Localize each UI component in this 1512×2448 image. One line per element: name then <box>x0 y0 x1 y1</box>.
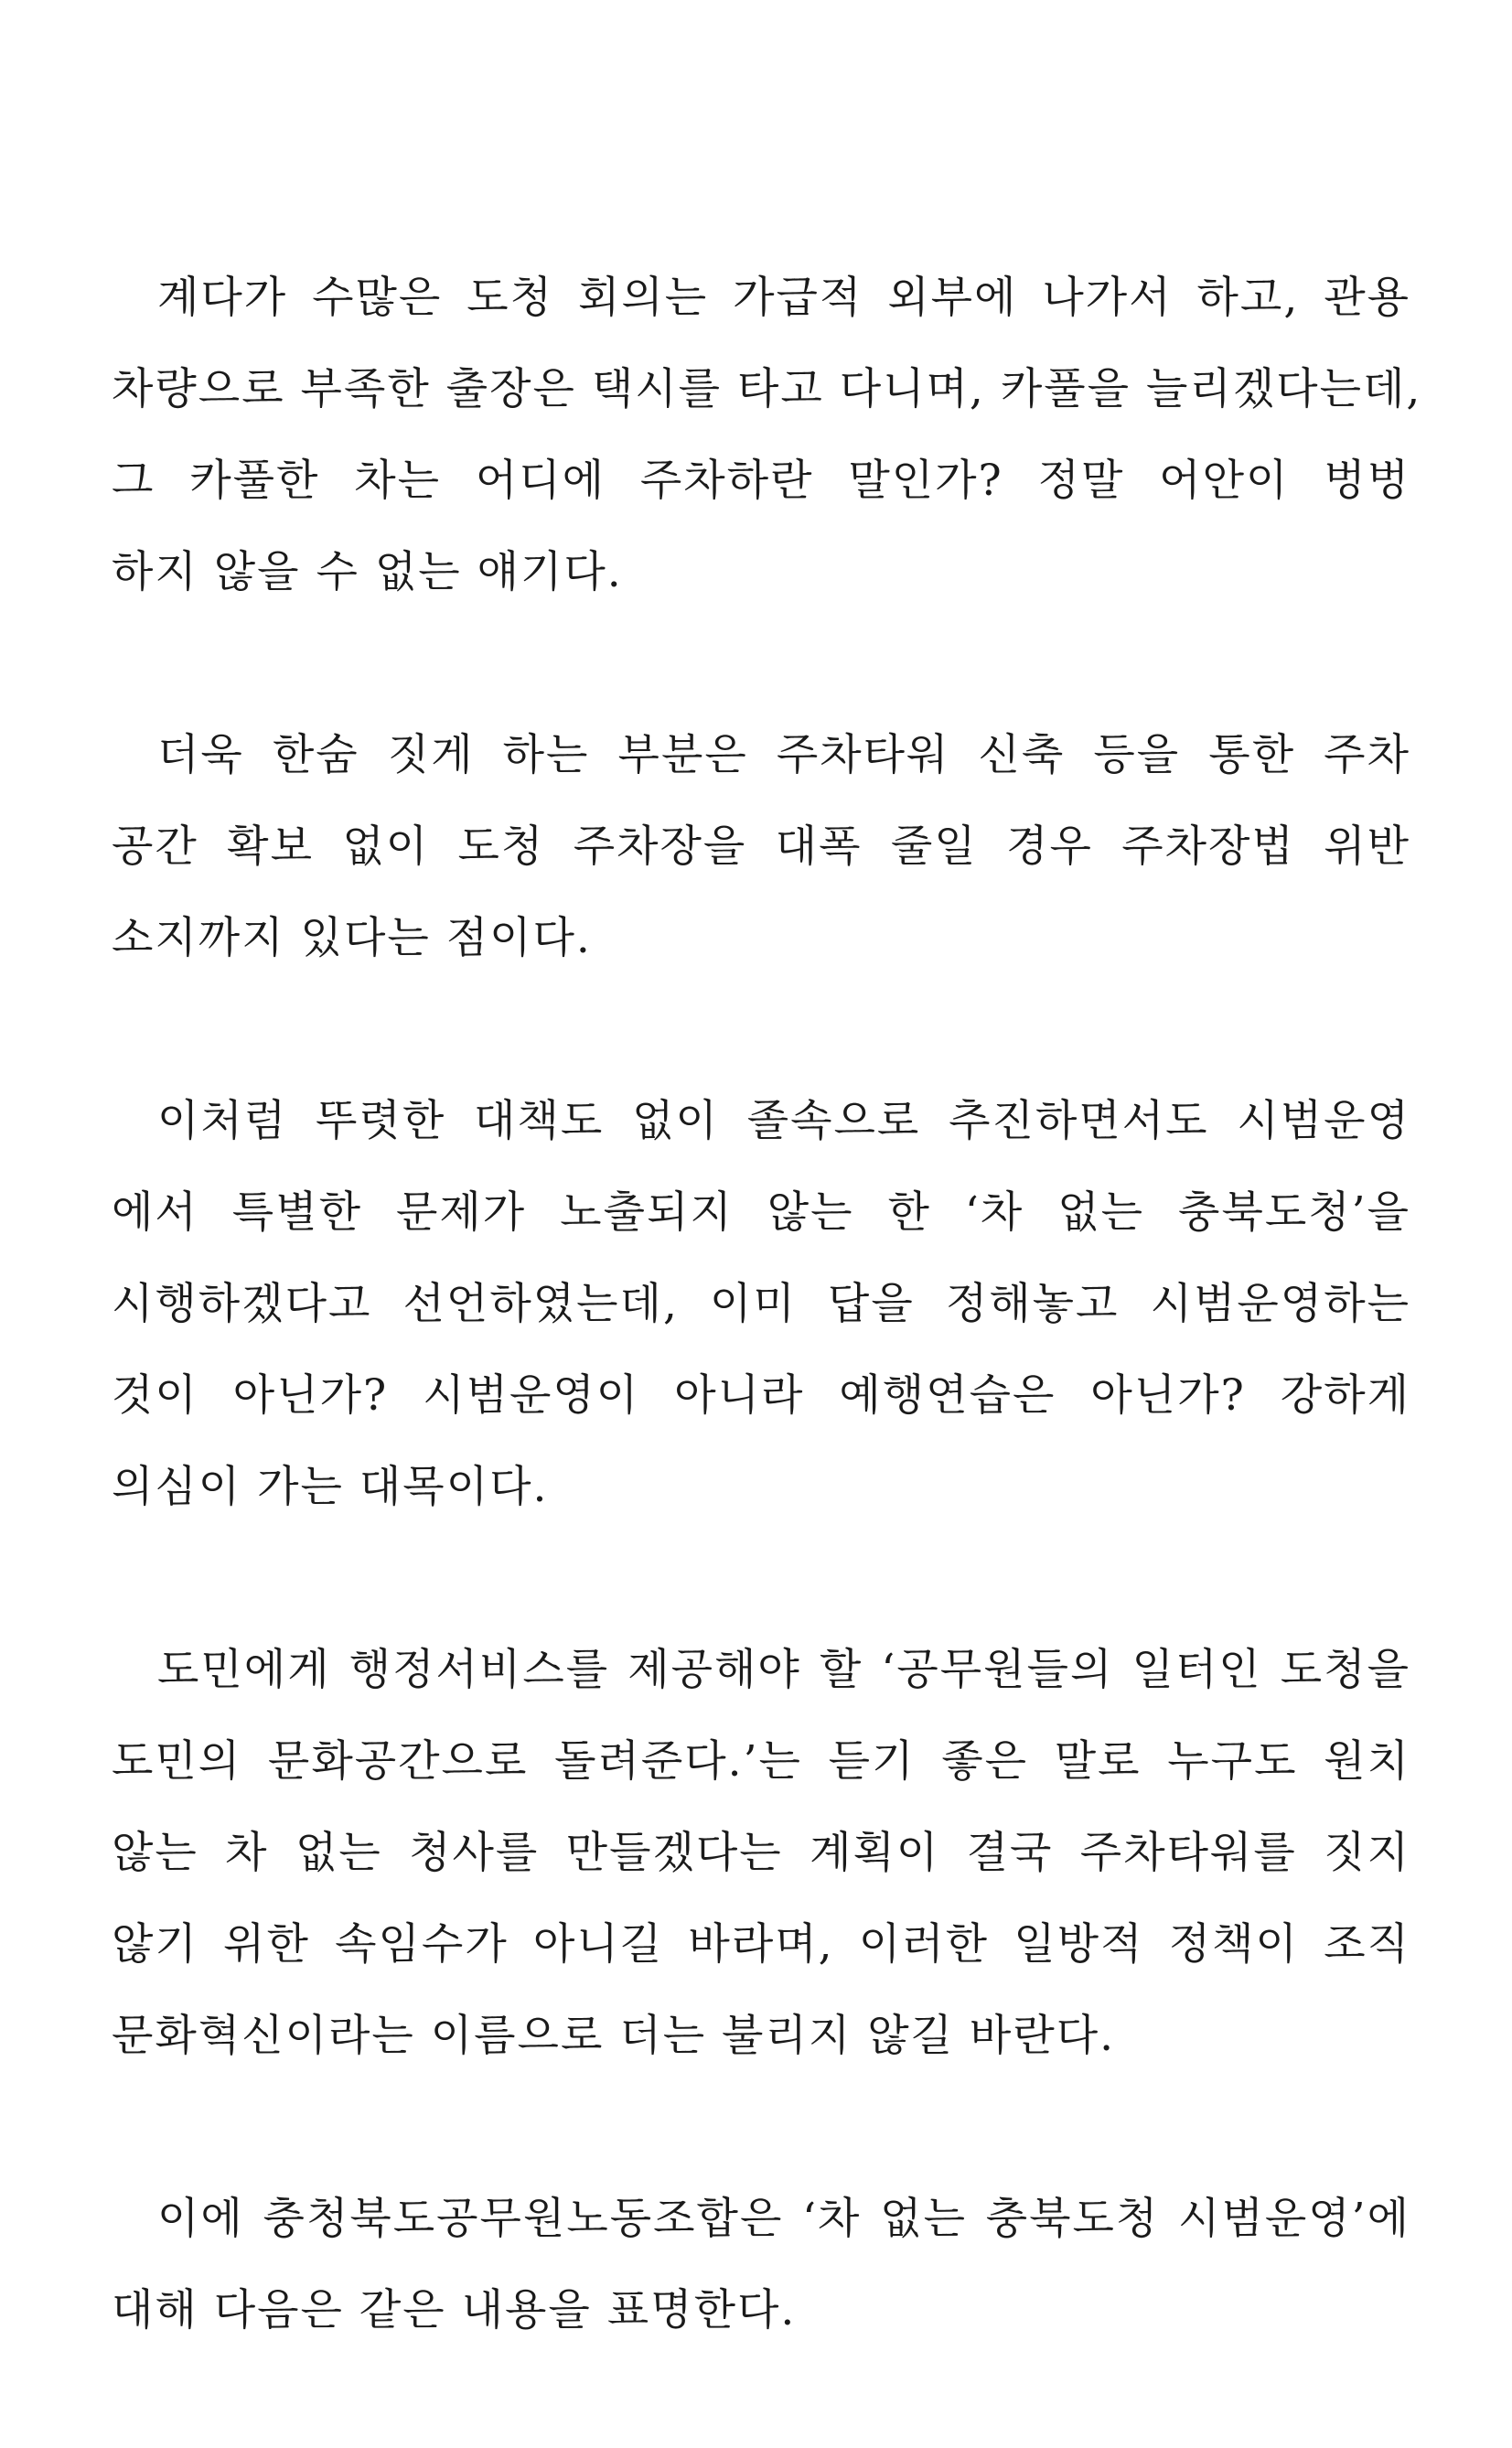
text-line: 하지 않을 수 없는 얘기다. <box>112 547 623 597</box>
text-line: 이에 충청북도공무원노동조합은 ‘차 없는 충북도청 시범운영’에 <box>157 2194 1410 2244</box>
text-line: 공간 확보 없이 도청 주차장을 대폭 줄일 경우 주차장법 위반 <box>112 821 1410 872</box>
text-line: 의심이 가는 대목이다. <box>112 1462 549 1512</box>
text-line: 문화혁신이라는 이름으로 더는 불리지 않길 바란다. <box>112 2011 1116 2061</box>
paragraph-3 <box>112 1076 1410 1533</box>
text-line: 시행하겠다고 선언하였는데, 이미 답을 정해놓고 시범운영하는 <box>112 1279 1410 1329</box>
text-line: 것이 아닌가? 시범운영이 아니라 예행연습은 아닌가? 강하게 <box>112 1370 1410 1421</box>
paragraph-4 <box>112 1625 1410 2082</box>
paragraph-1 <box>112 252 1422 618</box>
text-line: 않기 위한 속임수가 아니길 바라며, 이러한 일방적 정책이 조직 <box>112 1919 1410 1970</box>
text-line: 도민에게 행정서비스를 제공해야 할 ‘공무원들의 일터인 도청을 <box>157 1645 1410 1695</box>
document-body <box>112 252 1422 2448</box>
paragraph-5 <box>112 2174 1410 2357</box>
text-line: 에서 특별한 문제가 노출되지 않는 한 ‘차 없는 충북도청’을 <box>112 1187 1410 1238</box>
text-line: 대해 다음은 같은 내용을 표명한다. <box>112 2285 797 2335</box>
paragraph-2 <box>112 710 1410 984</box>
text-line: 더욱 한숨 짓게 하는 부분은 주차타워 신축 등을 통한 주차 <box>157 730 1410 780</box>
text-line: 그 카풀한 차는 어디에 주차하란 말인가? 정말 어안이 벙벙 <box>112 456 1410 506</box>
text-line: 않는 차 없는 청사를 만들겠다는 계획이 결국 주차타워를 짓지 <box>112 1828 1410 1878</box>
text-line: 차량으로 부족한 출장은 택시를 타고 다니며, 카풀을 늘리겠다는데, <box>112 364 1422 414</box>
text-line: 도민의 문화공간으로 돌려준다.’는 듣기 좋은 말로 누구도 원치 <box>112 1736 1410 1787</box>
text-line: 소지까지 있다는 점이다. <box>112 913 592 963</box>
text-line: 계다가 수많은 도청 회의는 가급적 외부에 나가서 하고, 관용 <box>157 273 1410 323</box>
text-line: 이처럼 뚜렷한 대책도 없이 졸속으로 추진하면서도 시범운영 <box>157 1096 1410 1146</box>
